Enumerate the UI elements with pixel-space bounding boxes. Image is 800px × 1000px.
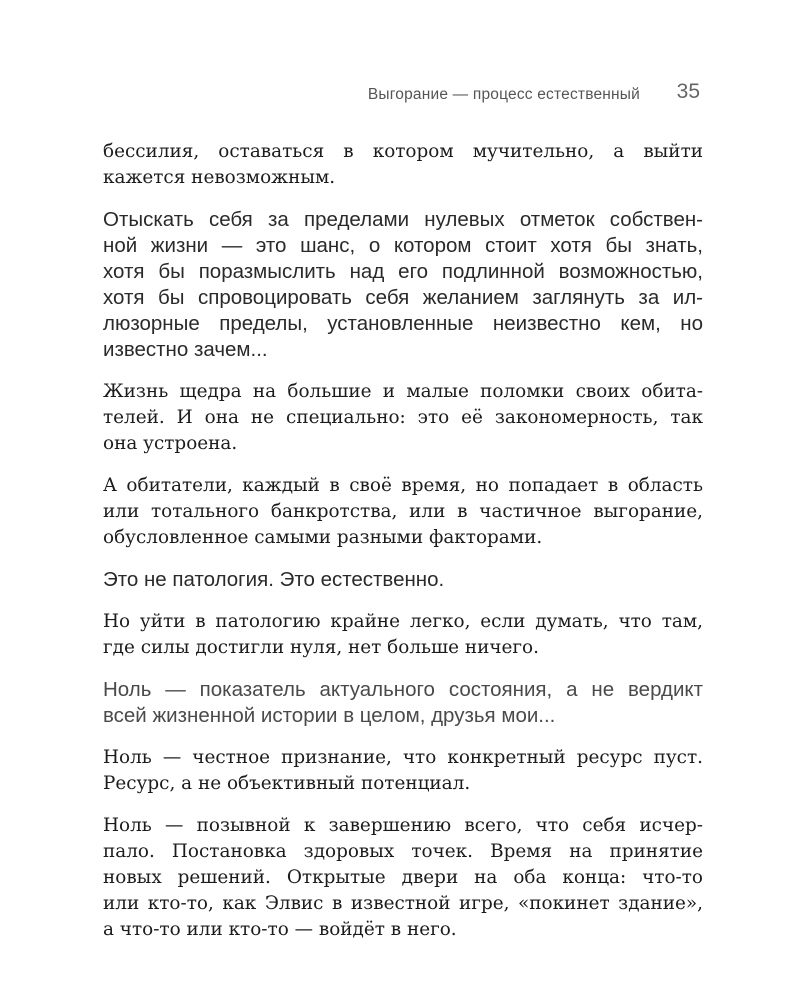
paragraph-inhabitants xyxy=(103,473,703,551)
text-line: Ноль — позывной к завершению всего, что себя исчер- xyxy=(103,815,703,836)
text-line: Но уйти в патологию крайне легко, если думать, что там, xyxy=(103,611,703,632)
text-line: хотя бы спровоцировать себя желанием заглянуть за ил- xyxy=(103,286,703,309)
text-line: Жизнь щедра на большие и малые поломки своих обита- xyxy=(103,381,703,402)
text-line: или тотального банкротства, или в частичное выгорание, xyxy=(103,501,703,522)
text-line: Это не патология. Это естественно. xyxy=(103,568,445,591)
text-line: хотя бы поразмыслить над его подлинной возможностью, xyxy=(103,260,703,283)
text-line: пало. Постановка здоровых точек. Время на принятие xyxy=(103,841,703,862)
text-line: Ноль — честное признание, что конкретный ресурс пуст. xyxy=(103,747,703,768)
text-line: люзорные пределы, установленные неизвестно кем, но xyxy=(103,312,703,335)
paragraph-zero-honest xyxy=(103,745,703,797)
page-number: 35 xyxy=(676,80,700,103)
text-line: Ноль — показатель актуального состояния, а не вердикт xyxy=(103,678,703,701)
paragraph-zero-callsign xyxy=(103,813,703,943)
paragraph-finding-self xyxy=(103,207,703,363)
text-line: где силы достигли нуля, нет больше ничего. xyxy=(103,637,539,658)
paragraph-easy-to-fall xyxy=(103,609,703,661)
text-line: известно зачем... xyxy=(103,338,268,361)
text-line: бессилия, оставаться в котором мучительно, а выйти xyxy=(103,141,703,162)
paragraph-life-breakdowns xyxy=(103,379,703,457)
paragraph-zero-indicator xyxy=(103,677,703,729)
paragraph-continuation xyxy=(103,139,703,191)
text-line: Отыскать себя за пределами нулевых отметок собствен- xyxy=(103,208,703,231)
body-text xyxy=(103,139,703,959)
text-line: кажется невозможным. xyxy=(103,167,336,188)
paragraph-not-pathology xyxy=(103,567,703,593)
text-line: ной жизни — это шанс, о котором стоит хотя бы знать, xyxy=(103,234,703,257)
text-line: Ресурс, а не объективный потенциал. xyxy=(103,773,471,794)
text-line: всей жизненной истории в целом, друзья мои... xyxy=(103,704,556,727)
text-line: а что-то или кто-то — войдёт в него. xyxy=(103,919,457,940)
text-line: телей. И она не специально: это её закономерность, так xyxy=(103,407,703,428)
text-line: новых решений. Открытые двери на оба конца: что-то xyxy=(103,867,703,888)
text-line: или кто-то, как Элвис в известной игре, «покинет здание», xyxy=(103,893,703,914)
text-line: А обитатели, каждый в своё время, но попадает в область xyxy=(103,475,703,496)
running-title: Выгорание — процесс естественный xyxy=(367,86,640,103)
text-line: обусловленное самыми разными факторами. xyxy=(103,527,543,548)
text-line: она устроена. xyxy=(103,433,238,454)
